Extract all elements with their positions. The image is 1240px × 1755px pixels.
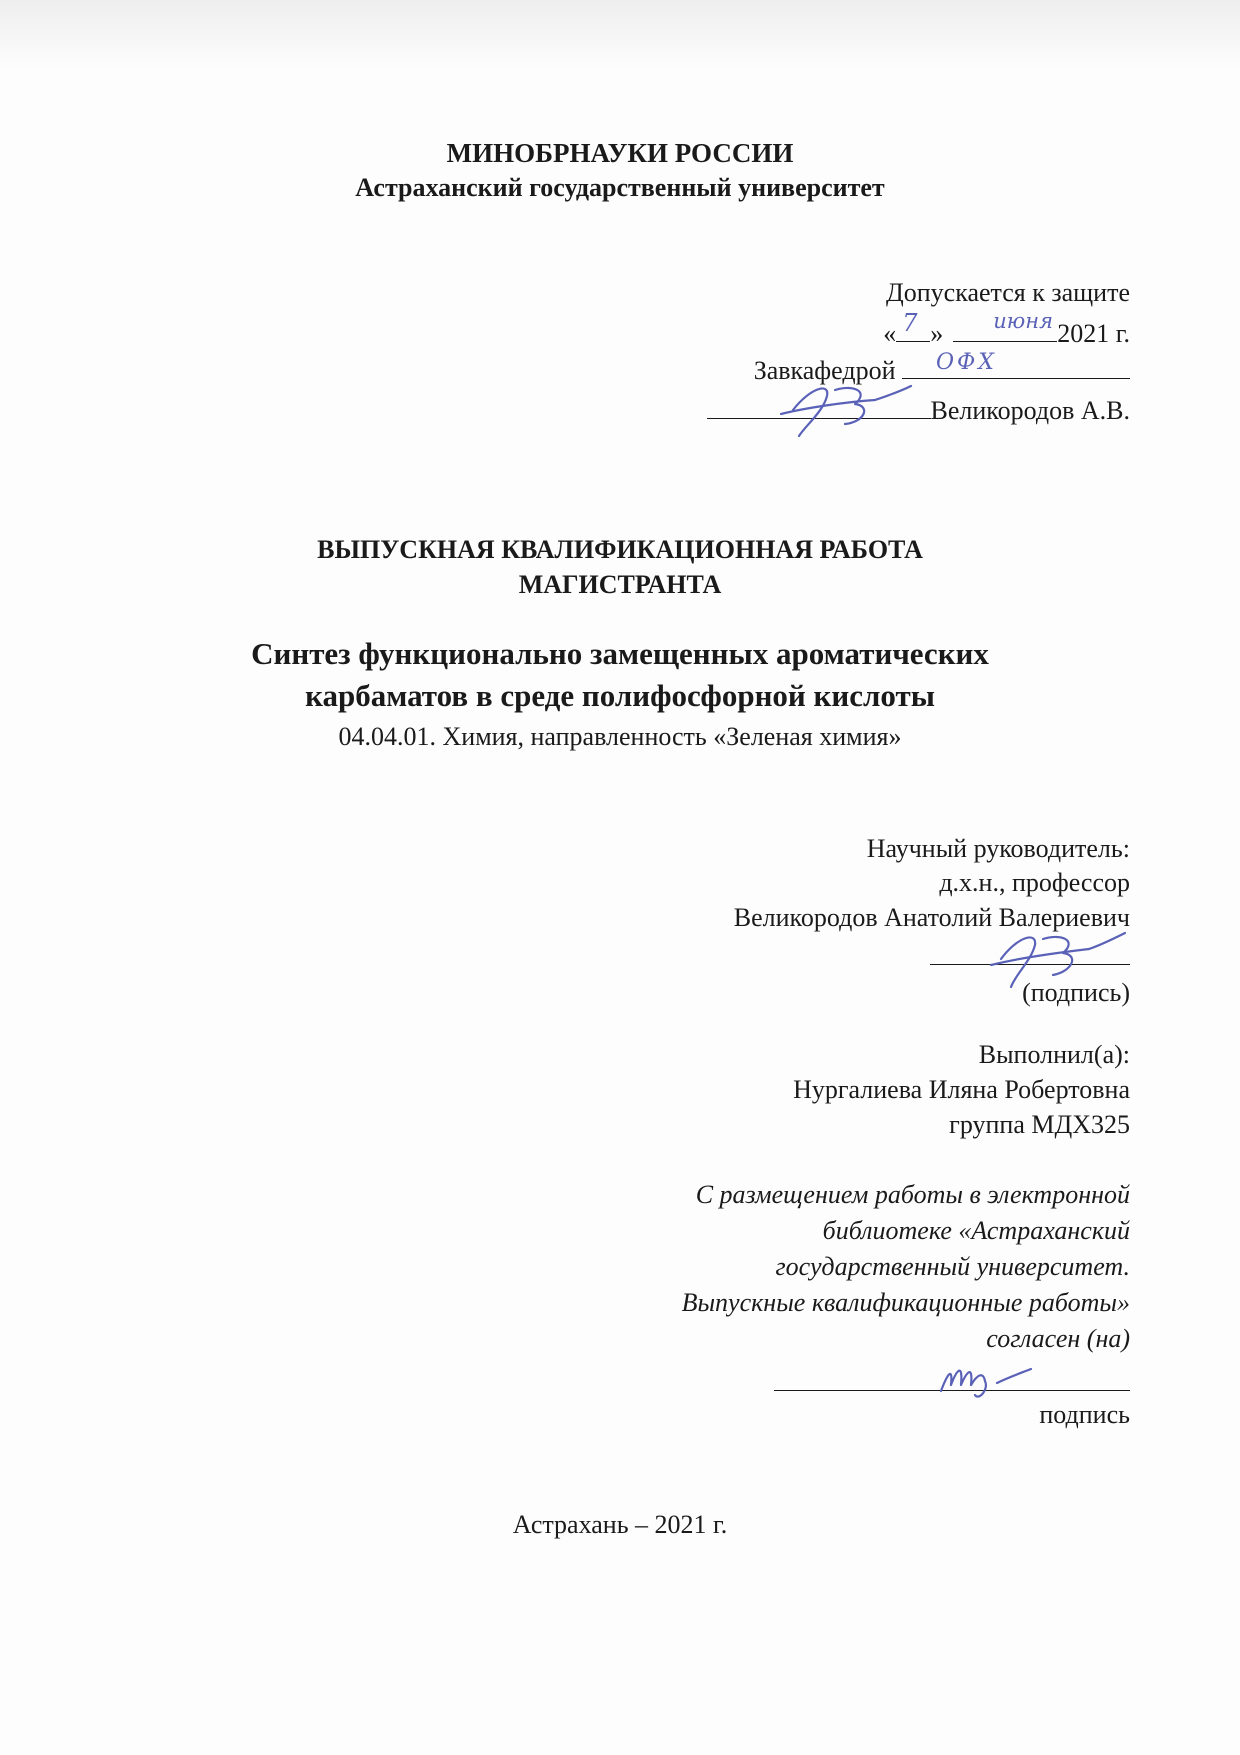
date-month-handwritten: июня xyxy=(993,309,1054,333)
supervisor-name: Великородов Анатолий Валериевич xyxy=(733,903,1130,932)
date-quote-close: » xyxy=(930,319,944,348)
work-type-line2: МАГИСТРАНТА xyxy=(518,570,722,599)
consent-line5: согласен (на) xyxy=(986,1324,1130,1353)
head-dept-line xyxy=(902,352,1130,379)
supervisor-signature-caption: (подпись) xyxy=(1022,978,1130,1007)
author-name: Нургалиева Иляна Робертовна xyxy=(793,1075,1130,1104)
scan-shadow xyxy=(0,0,1240,70)
consent-line3: государственный университет. xyxy=(775,1252,1130,1281)
consent-signature-caption: подпись xyxy=(1039,1400,1130,1429)
date-month-line xyxy=(953,309,1057,342)
date-quote-open: « xyxy=(883,319,897,348)
date-day-handwritten: 7 xyxy=(902,309,918,337)
thesis-title-line2: карбаматов в среде полифосфорной кислоты xyxy=(305,678,935,713)
date-day-line xyxy=(896,309,930,342)
consent-line4: Выпускные квалификационные работы» xyxy=(681,1288,1130,1317)
head-label: Завкафедрой xyxy=(753,356,896,385)
university-name: Астраханский государственный университет xyxy=(355,173,885,202)
consent-line2: библиотеке «Астраханский xyxy=(822,1216,1130,1245)
head-dept-handwritten: ОФХ xyxy=(936,350,997,375)
supervisor-degree: д.х.н., профессор xyxy=(939,868,1130,897)
defense-date xyxy=(883,309,1130,349)
head-signature xyxy=(775,378,925,448)
specialty: 04.04.01. Химия, направленность «Зеленая химия» xyxy=(338,722,902,751)
author-label: Выполнил(а): xyxy=(978,1040,1130,1069)
thesis-title-line1: Синтез функционально замещенных ароматических xyxy=(251,636,989,671)
consent-signature xyxy=(935,1355,1055,1410)
author-group: группа МДХ325 xyxy=(949,1110,1130,1139)
city-year: Астрахань – 2021 г. xyxy=(512,1510,728,1539)
date-year: 2021 г. xyxy=(1057,319,1130,348)
consent-line1: С размещением работы в электронной xyxy=(695,1180,1130,1209)
ministry-heading: МИНОБРНАУКИ РОССИИ xyxy=(446,138,794,168)
work-type-line1: ВЫПУСКНАЯ КВАЛИФИКАЦИОННАЯ РАБОТА xyxy=(317,535,923,564)
supervisor-label: Научный руководитель: xyxy=(866,834,1130,863)
admitted-label: Допускается к защите xyxy=(886,278,1130,307)
head-name: Великородов А.В. xyxy=(930,396,1130,425)
